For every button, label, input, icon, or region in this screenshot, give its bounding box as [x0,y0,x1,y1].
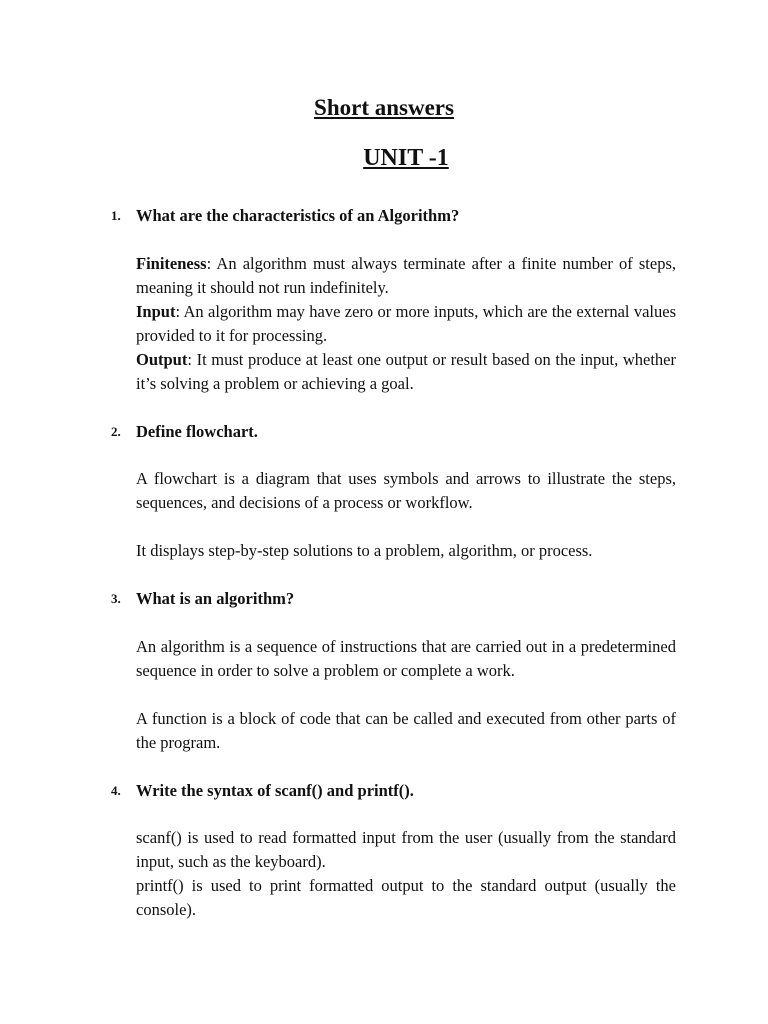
document-title: Short answers [314,95,454,120]
point-term: Input [136,302,176,321]
answer-point-input [136,300,676,348]
point-text: : An algorithm may have zero or more inputs, which are the external values provided to it for processing. [136,302,676,345]
answer-paragraph: A flowchart is a diagram that uses symbols and arrows to illustrate the steps, sequences, and decisions of a process or workflow. [136,469,676,512]
answer-point-output [136,348,676,396]
point-text: : An algorithm must always terminate after a finite number of steps, meaning it should not run indefinitely. [136,254,676,297]
point-text: : It must produce at least one output or result based on the input, whether it’s solving a problem or achieving a goal. [136,350,676,393]
answer-paragraph: A function is a block of code that can be called and executed from other parts of the program. [136,709,676,752]
question-number: 3. [111,591,121,606]
question-number: 2. [111,424,121,439]
answer-point-finiteness [136,252,676,300]
point-term: Output [136,350,188,369]
question-number: 1. [111,208,121,223]
answer-line-printf: printf() is used to print formatted output to the standard output (usually the console). [136,876,676,919]
point-term: Finiteness [136,254,207,273]
answer-paragraph: It displays step-by-step solutions to a problem, algorithm, or process. [136,541,593,560]
unit-heading: UNIT -1 [363,145,449,171]
answer-line-scanf: scanf() is used to read formatted input from the user (usually from the standard input, such as the keyboard). [136,828,676,871]
question-text: What are the characteristics of an Algorithm? [136,206,460,225]
question-text: Write the syntax of scanf() and printf(). [136,781,414,800]
question-number: 4. [111,783,121,798]
question-text: What is an algorithm? [136,589,295,608]
answer-paragraph: An algorithm is a sequence of instructions that are carried out in a predetermined sequence in order to solve a problem or complete a work. [136,637,676,680]
question-text: Define flowchart. [136,422,258,441]
